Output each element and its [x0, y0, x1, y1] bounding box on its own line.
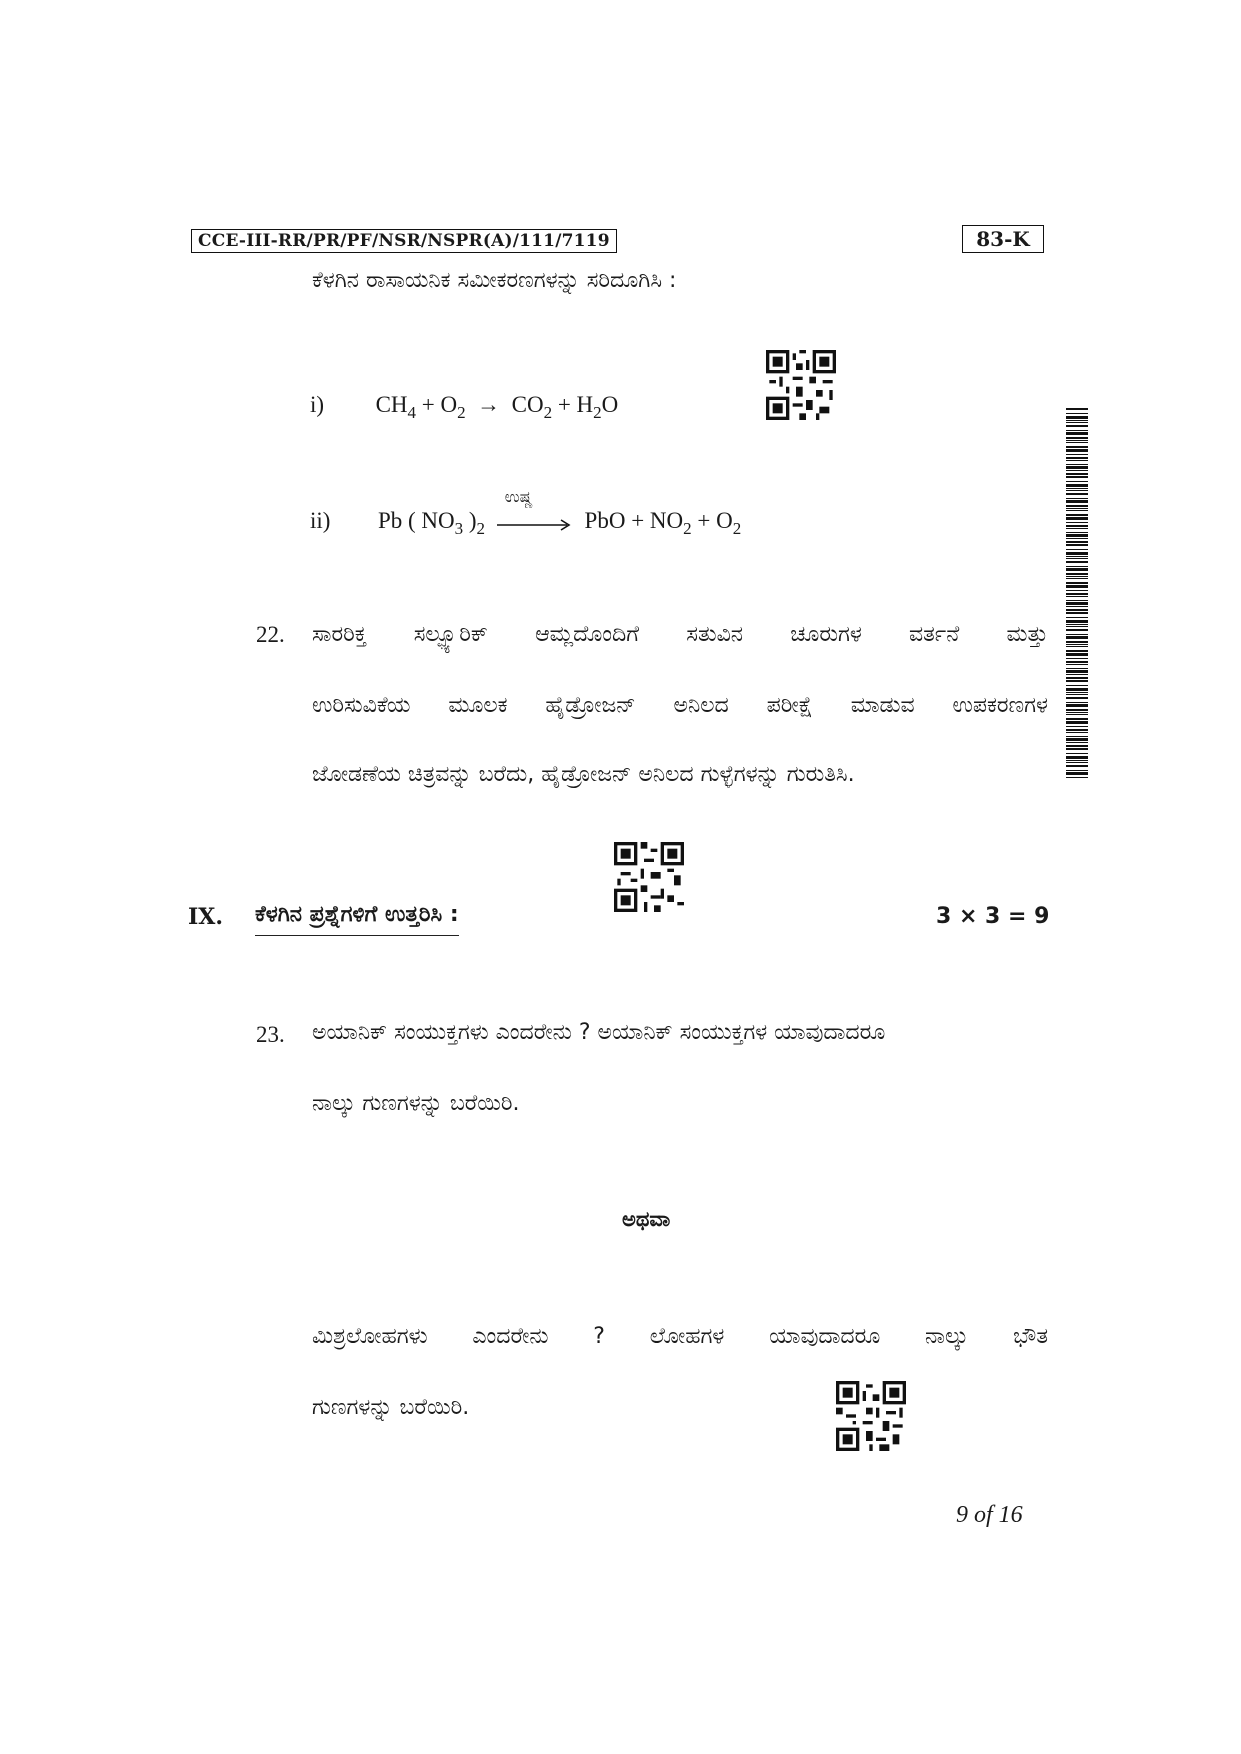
q22-line-2: ಉರಿಸುವಿಕೆಯ ಮೂಲಕ ಹೈಡ್ರೋಜನ್ ಅನಿಲದ ಪರೀಕ್ಷೆ ಮಾಡುವ ಉಪಕರಣಗಳ	[312, 693, 1048, 718]
page-number: 9 of 16	[956, 1502, 1023, 1528]
qr-code	[766, 350, 836, 420]
q23-line-1: ಅಯಾನಿಕ್ ಸಂಯುಕ್ತಗಳು ಎಂದರೇನು ? ಅಯಾನಿಕ್ ಸಂಯುಕ್ತಗಳ ಯಾವುದಾದರೂ	[312, 1020, 886, 1045]
q23-alt-line-2: ಗುಣಗಳನ್ನು ಬರೆಯಿರಿ.	[312, 1395, 470, 1420]
qr-code	[614, 842, 684, 912]
heat-label: ಉಷ್ಣ	[504, 486, 533, 506]
or-separator: ಅಥವಾ	[622, 1207, 671, 1231]
reaction-arrow	[497, 519, 573, 531]
section-marks: 3 × 3 = 9	[936, 904, 1050, 929]
q22-line-3: ಜೋಡಣೆಯ ಚಿತ್ರವನ್ನು ಬರೆದು, ಹೈಡ್ರೋಜನ್ ಅನಿಲದ ಗುಳ್ಳೆಗಳನ್ನು ಗುರುತಿಸಿ.	[312, 762, 855, 787]
q21-instruction: ಕೆಳಗಿನ ರಾಸಾಯನಿಕ ಸಮೀಕರಣಗಳನ್ನು ಸರಿದೂಗಿಸಿ :	[312, 268, 677, 293]
barcode	[1066, 408, 1088, 778]
section-title: ಕೆಳಗಿನ ಪ್ರಶ್ನೆಗಳಿಗೆ ಉತ್ತರಿಸಿ :	[255, 902, 459, 936]
q23-alt-line-1: ಮಿಶ್ರಲೋಹಗಳು ಎಂದರೇನು ? ಲೋಹಗಳ ಯಾವುದಾದರೂ ನಾಲ್ಕು ಭೌತ	[312, 1324, 1048, 1349]
paper-code: CCE-III-RR/PR/PF/NSR/NSPR(A)/111/7119	[191, 229, 617, 253]
section-number: IX.	[188, 904, 224, 930]
paper-id: 83-K	[962, 225, 1044, 253]
qr-code	[836, 1381, 906, 1451]
equation-label: i)	[310, 392, 325, 417]
q23-line-2: ನಾಲ್ಕು ಗುಣಗಳನ್ನು ಬರೆಯಿರಿ.	[312, 1091, 520, 1116]
equation-1: i) $CH_4 + O_2 \to CO_2 + H_2O$	[310, 392, 619, 422]
question-number: 23.	[256, 1022, 285, 1047]
equation-label: ii)	[310, 508, 331, 533]
equation-2: ii) Pb ( $NO_3$ )$_2$ ಉಷ್ಣ PbO + $NO_2 + O_2$	[310, 486, 742, 538]
question-number: 22.	[256, 622, 285, 647]
q22-line-1: ಸಾರರಿಕ್ತ ಸಲ್ಫ್ಯೂರಿಕ್ ಆಮ್ಲದೊಂದಿಗೆ ಸತುವಿನ ಚೂರುಗಳ ವರ್ತನೆ ಮತ್ತು	[312, 622, 1048, 647]
